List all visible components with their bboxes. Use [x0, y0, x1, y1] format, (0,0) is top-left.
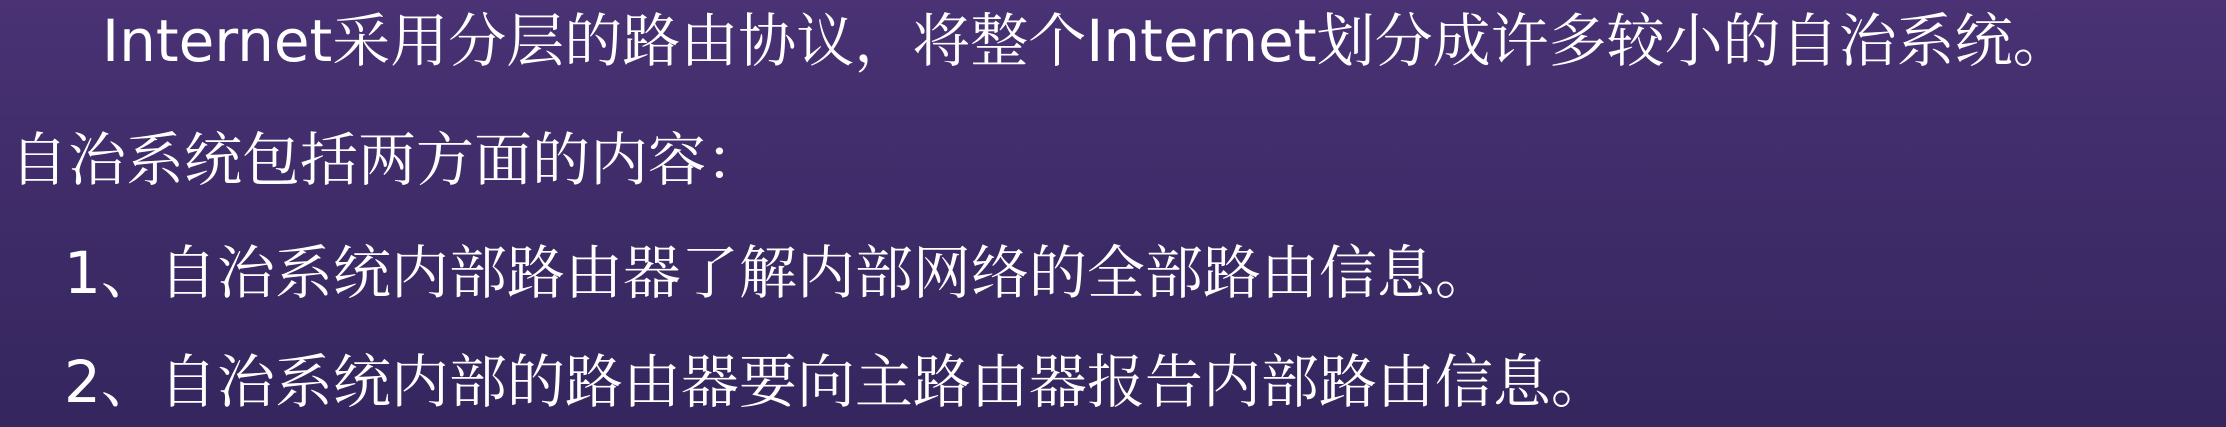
list-item-2: 2、自治系统内部的路由器要向主路由器报告内部路由信息。 [64, 348, 1609, 416]
list-item-1: 1、自治系统内部路由器了解内部网络的全部路由信息。 [64, 239, 1493, 307]
section-heading: 自治系统包括两方面的内容： [10, 126, 765, 194]
intro-paragraph: Internet采用分层的路由协议，将整个Internet划分成许多较小的自治系统。 [102, 7, 2071, 75]
